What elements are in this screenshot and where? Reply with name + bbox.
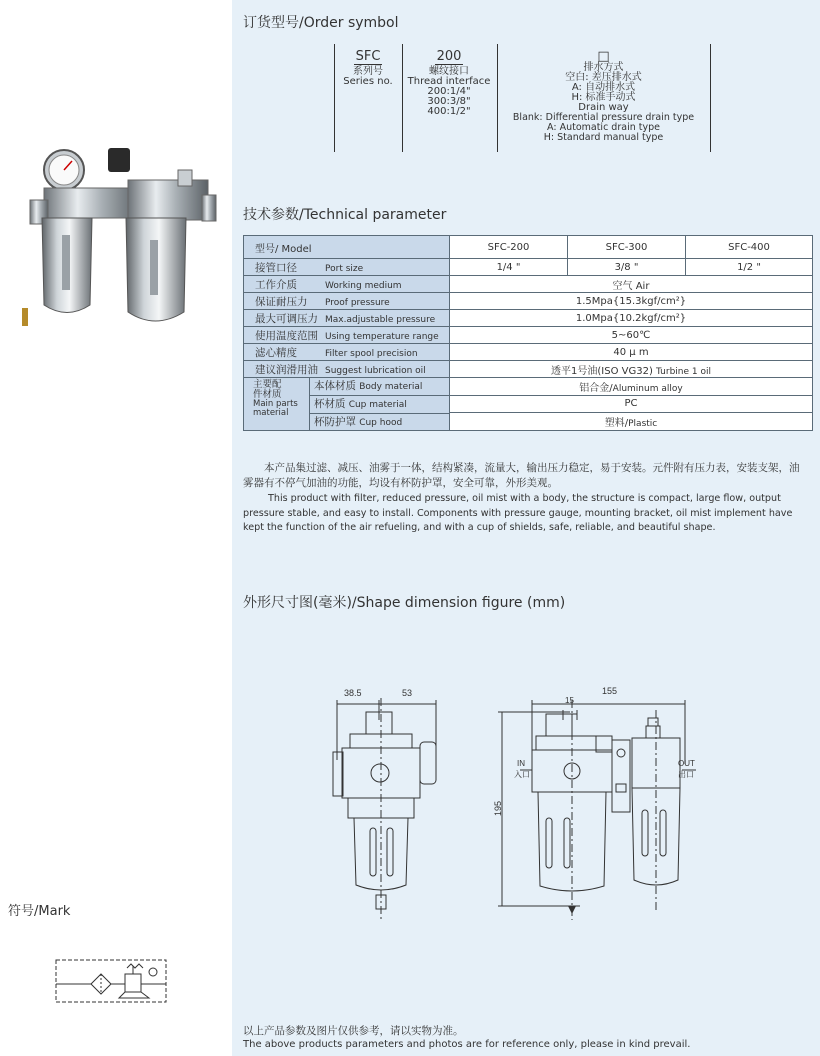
material-value-en: Aluminum alloy xyxy=(612,383,683,394)
dim-label: 155 xyxy=(602,686,618,696)
material-value-cn: 塑料/ xyxy=(604,418,629,430)
material-item xyxy=(310,396,449,414)
row-label-en: Using temperature range xyxy=(325,331,439,342)
table-row xyxy=(244,310,813,327)
footer-note-en: The above products parameters and photos are for reference only, please in kind prevail. xyxy=(243,1039,691,1050)
row-label-cn: 接管口径 xyxy=(255,261,297,274)
drain-cn-option: A: 自动排水式 xyxy=(571,82,636,93)
dimension-title: 外形尺寸图(毫米)/Shape dimension figure (mm) xyxy=(243,595,566,611)
port-cell: 3/8 " xyxy=(568,259,686,276)
row-label-cn: 滤心精度 xyxy=(255,346,297,359)
table-row xyxy=(244,276,813,293)
thread-code: 200 xyxy=(436,49,462,64)
thread-option: 200:1/4" xyxy=(427,86,471,97)
row-label xyxy=(244,327,450,344)
table-row xyxy=(244,259,813,276)
material-value-cn: PC xyxy=(624,398,638,410)
row-label-en: Port size xyxy=(325,263,364,274)
out-label: OUT xyxy=(678,759,695,768)
row-label-cn: 最大可调压力 xyxy=(255,312,318,325)
material-item-en: Cup hood xyxy=(359,418,403,428)
thread-column xyxy=(404,50,494,117)
model-cell: SFC-400 xyxy=(686,236,813,259)
dim-label: 15 xyxy=(565,696,574,705)
divider xyxy=(710,44,711,152)
row-label-cn: 工作介质 xyxy=(255,278,297,291)
table-row xyxy=(244,293,813,310)
drain-en-option: Blank: Differential pressure drain type xyxy=(512,112,695,123)
material-item-cn: 杯材质 xyxy=(314,398,346,410)
row-label-cn: 保证耐压力 xyxy=(255,295,308,308)
material-item xyxy=(310,414,449,431)
series-cn: 系列号 xyxy=(353,66,383,77)
table-row xyxy=(244,378,813,396)
material-group-label xyxy=(244,378,310,430)
dim-label: 195 xyxy=(493,800,503,816)
row-value xyxy=(450,361,813,378)
material-item-en: Body material xyxy=(359,382,423,392)
dim-label: 38.5 xyxy=(344,688,362,698)
order-symbol-title: 订货型号/Order symbol xyxy=(243,15,399,31)
in-label: IN xyxy=(517,759,525,768)
divider xyxy=(402,44,403,152)
row-value: 1.0Mpa{10.2kgf/cm²} xyxy=(450,310,813,327)
dim-label: 53 xyxy=(402,688,413,698)
series-code: SFC xyxy=(355,49,381,64)
drain-code: □ xyxy=(597,49,610,64)
material-value-en: Plastic xyxy=(628,419,658,430)
row-label xyxy=(244,344,450,361)
table-row xyxy=(244,327,813,344)
thread-cn: 螺纹接口 xyxy=(429,66,469,77)
table-row xyxy=(244,361,813,378)
drain-en-option: A: Automatic drain type xyxy=(547,122,660,133)
row-label xyxy=(244,276,450,293)
footer-note-cn: 以上产品参数及图片仅供参考，请以实物为准。 xyxy=(243,1025,464,1037)
lube-value-cn: 透平1号油(ISO VG32) xyxy=(551,365,653,377)
material-item-en: Cup material xyxy=(348,400,407,410)
tech-title: 技术参数/Technical parameter xyxy=(243,207,447,223)
drain-en: Drain way xyxy=(578,102,629,113)
row-label-en: Proof pressure xyxy=(325,297,390,308)
row-value xyxy=(450,413,813,431)
drain-column xyxy=(499,50,708,143)
row-label-cn: 使用温度范围 xyxy=(255,329,318,342)
row-label xyxy=(244,310,450,327)
row-value xyxy=(450,378,813,396)
mark-label: 符号/Mark xyxy=(8,904,71,919)
material-item-cn: 杯防护罩 xyxy=(314,416,356,428)
row-label xyxy=(244,259,450,276)
thread-option: 400:1/2" xyxy=(427,106,471,117)
material-group-cn: 主要配件材质 xyxy=(253,379,282,400)
drain-cn: 排水方式 xyxy=(583,62,624,73)
divider xyxy=(497,44,498,152)
material-item-cn: 本体材质 xyxy=(314,380,356,392)
lube-value-en: Turbine 1 oil xyxy=(656,366,711,377)
thread-option: 300:3/8" xyxy=(427,96,471,107)
series-en: Series no. xyxy=(343,76,393,87)
table-row xyxy=(244,344,813,361)
series-column xyxy=(336,50,400,87)
row-label-en: Filter spool precision xyxy=(325,348,418,359)
out-label-cn: 出口 xyxy=(678,770,694,779)
dimension-figure xyxy=(320,680,720,925)
material-group-en: Main parts material xyxy=(253,399,298,418)
row-label-en: Suggest lubrication oil xyxy=(325,365,426,376)
mark-symbol xyxy=(55,958,167,1006)
material-item xyxy=(310,378,449,396)
in-label-cn: 入口 xyxy=(514,770,530,779)
description-cn: 本产品集过滤、减压、油雾于一体，结构紧凑，流量大，输出压力稳定，易于安装。元件附有压力表，安装支架，油雾器有不停气加油的功能，均设有杯防护罩，安全可靠，外形美观。 xyxy=(243,462,800,489)
description-en: This product with filter, reduced pressure, oil mist with a body, the structure is compact, large flow, output pressure stable, and easy to install. Components with pressure gauge, mounting bracket, oil mist implement have kept the function of the air refueling, and with a cup of shields, safe, reliable, and beautiful shape. xyxy=(243,493,793,533)
model-cell: SFC-300 xyxy=(568,236,686,259)
port-cell: 1/2 " xyxy=(686,259,813,276)
tech-table xyxy=(243,235,813,431)
product-photo xyxy=(8,140,230,340)
row-label xyxy=(244,293,450,310)
thread-en: Thread interface xyxy=(407,76,491,87)
port-cell: 1/4 " xyxy=(450,259,568,276)
drain-cn-option: 空白: 差压排水式 xyxy=(565,72,642,83)
material-value-cn: 铝合金/ xyxy=(579,382,613,394)
row-label-cn: 建议润滑用油 xyxy=(255,363,318,376)
drain-cn-option: H: 标准手动式 xyxy=(571,92,636,103)
row-label xyxy=(244,361,450,378)
divider xyxy=(334,44,335,152)
row-label-en: Working medium xyxy=(325,280,402,291)
material-group xyxy=(244,378,450,431)
row-value xyxy=(450,395,813,413)
drain-en-option: H: Standard manual type xyxy=(543,132,664,143)
row-value: 5~60℃ xyxy=(450,327,813,344)
row-value: 空气 Air xyxy=(450,276,813,293)
row-value: 1.5Mpa{15.3kgf/cm²} xyxy=(450,293,813,310)
model-cell: SFC-200 xyxy=(450,236,568,259)
row-value: 40 μ m xyxy=(450,344,813,361)
model-label: 型号/ Model xyxy=(244,236,450,259)
row-label-en: Max.adjustable pressure xyxy=(325,314,436,325)
table-row xyxy=(244,236,813,259)
